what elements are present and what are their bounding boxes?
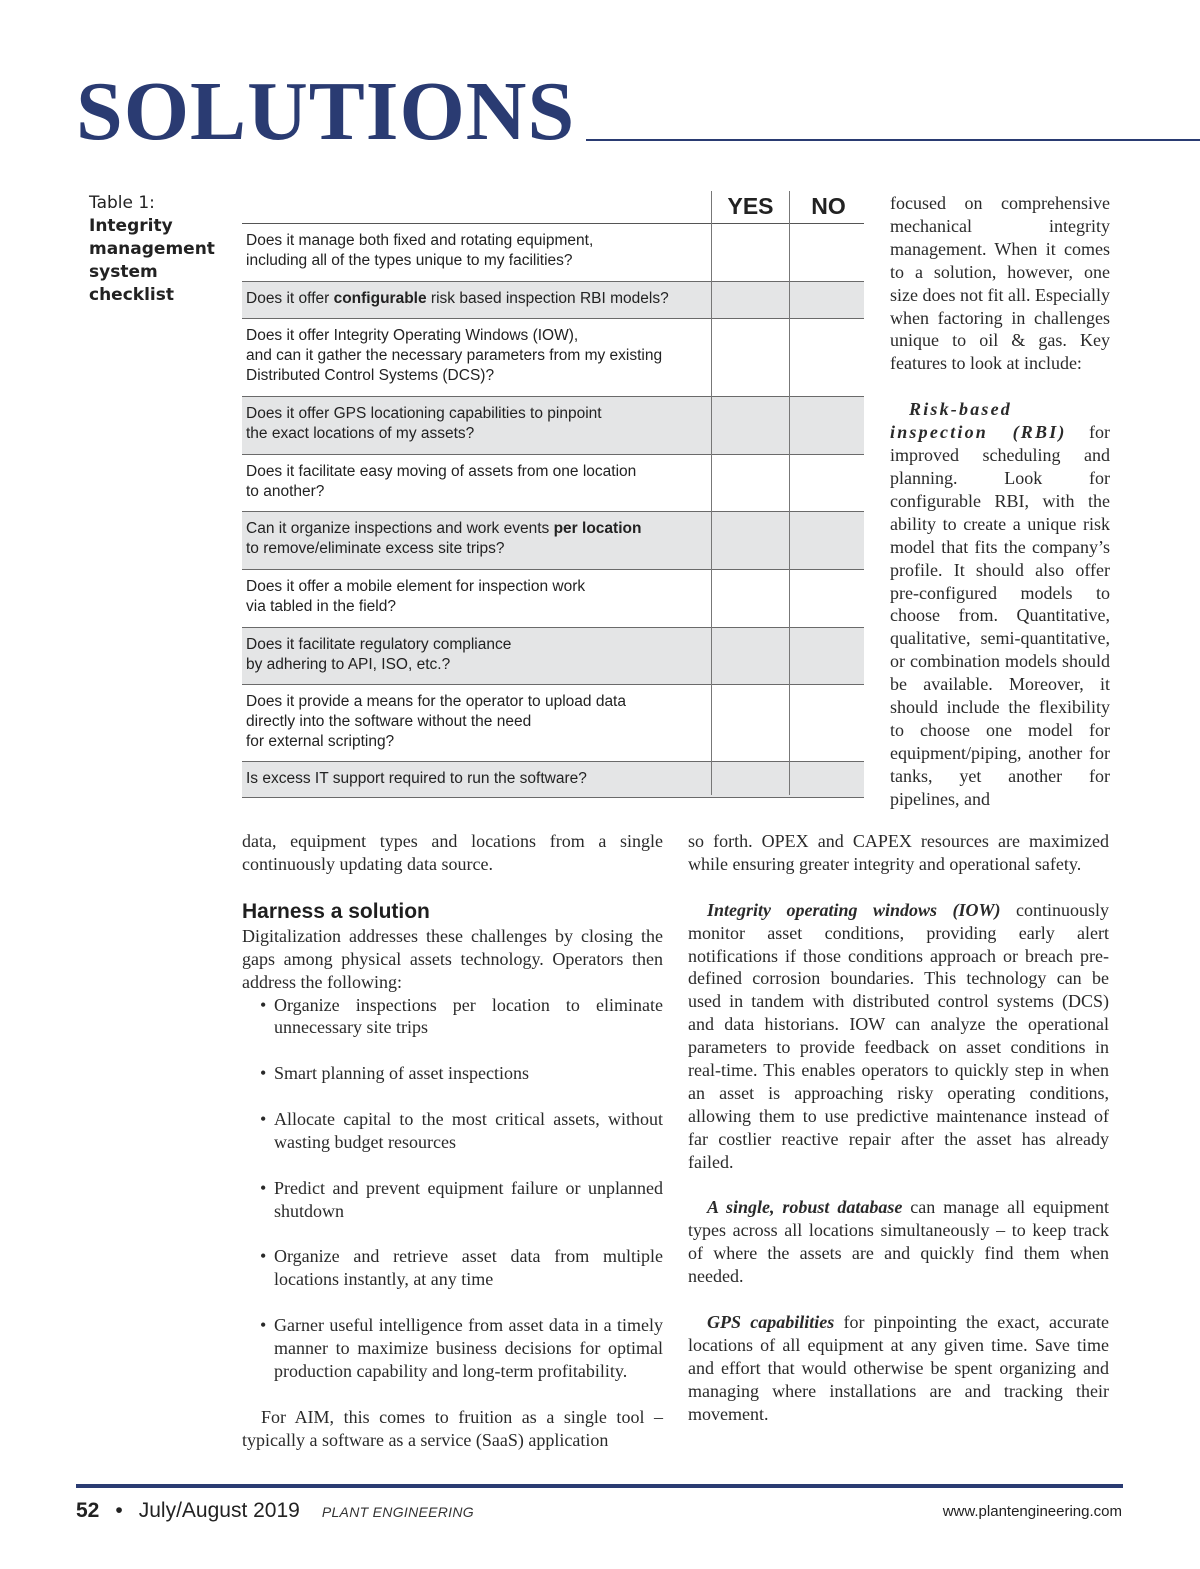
question-text: Can it organize inspections and work events bbox=[246, 520, 554, 537]
yes-checkbox-cell[interactable] bbox=[712, 685, 789, 761]
column-divider bbox=[711, 191, 712, 795]
question-text: Does it facilitate regulatory compliance by adhering to API, ISO, etc.? bbox=[246, 636, 512, 673]
checklist-row bbox=[242, 224, 864, 282]
checklist-question bbox=[246, 577, 701, 617]
checklist-row bbox=[242, 397, 864, 455]
table-caption bbox=[89, 192, 229, 307]
no-checkbox-cell[interactable] bbox=[790, 397, 867, 454]
column-divider bbox=[789, 191, 790, 795]
no-checkbox-cell[interactable] bbox=[790, 762, 867, 797]
yes-checkbox-cell[interactable] bbox=[712, 570, 789, 627]
checklist-question bbox=[246, 404, 701, 444]
question-text: Does it offer bbox=[246, 290, 334, 307]
page-number: 52 bbox=[76, 1499, 100, 1522]
checklist-question bbox=[246, 289, 701, 309]
checklist-row bbox=[242, 762, 864, 798]
yes-checkbox-cell[interactable] bbox=[712, 397, 789, 454]
iow-paragraph bbox=[688, 899, 1109, 1174]
checklist-question bbox=[246, 519, 701, 559]
right-continuation-paragraph: so forth. OPEX and CAPEX resources are maximized while ensuring greater integrity and operational safety. bbox=[688, 831, 1109, 874]
no-checkbox-cell[interactable] bbox=[790, 455, 867, 511]
yes-checkbox-cell[interactable] bbox=[712, 224, 789, 281]
checklist-question bbox=[246, 231, 701, 271]
question-text: Does it offer GPS locationing capabilities to pinpoint the exact locations of my assets? bbox=[246, 405, 602, 442]
question-text: Does it offer a mobile element for inspection work via tabled in the field? bbox=[246, 578, 586, 615]
checklist-question bbox=[246, 326, 701, 386]
yes-checkbox-cell[interactable] bbox=[712, 282, 789, 318]
question-text: Does it provide a means for the operator to upload data directly into the software without the need for external scripting? bbox=[246, 693, 626, 750]
database-lead: A single, robust database bbox=[707, 1197, 903, 1218]
footer-folio bbox=[76, 1497, 474, 1526]
question-text: Does it manage both fixed and rotating equipment, including all of the types unique to my facilities? bbox=[246, 232, 594, 269]
question-emphasis: configurable bbox=[333, 290, 427, 307]
iow-text: continuously monitor asset conditions, providing early alert notifications if those conditions approach or breach pre-defined corrosion boundaries. This technology can be used in tandem with distributed control systems (DCS) and data historians. IOW can analyze the operational parameters to provide feedback on asset conditions in real-time. This enables operators to quickly step in when an asset is approaching risky operating conditions, allowing them to use predictive maintenance instead of far costlier reactive repair after the asset has already failed. bbox=[688, 899, 1109, 1172]
rbi-text: for improved scheduling and planning. Look for configurable RBI, with the ability to create a unique risk model that fits the company’s profile. It should also offer pre-configured models to choose from. Quantitative, qualitative, semi-quantitative, or combination models should be available. Moreover, it should include the flexibility to choose one model for equipment/piping, another for tanks, yet another for pipelines, and bbox=[890, 422, 1110, 809]
checklist-row bbox=[242, 455, 864, 512]
question-text: Is excess IT support required to run the software? bbox=[246, 770, 587, 787]
checklist-question bbox=[246, 692, 701, 752]
left-continuation-paragraph: data, equipment types and locations from a single continuously updating data source. bbox=[242, 831, 663, 874]
question-text: Does it offer Integrity Operating Windows (IOW), and can it gather the necessary parameters from my existing Distributed Control Systems (DCS)? bbox=[246, 327, 663, 384]
database-text: can manage all equipment types across all locations simultaneously – to keep track of where the assets are and quickly find them when needed. bbox=[688, 1197, 1109, 1287]
left-intro-paragraph: Digitalization addresses these challenges by closing the gaps among physical assets technology. Operators then address the following: bbox=[242, 925, 663, 992]
checklist-question bbox=[246, 635, 701, 675]
checklist-row bbox=[242, 319, 864, 397]
left-closing-paragraph: For AIM, this comes to fruition as a single tool – typically a software as a service (SaaS) application bbox=[242, 1406, 663, 1450]
yes-checkbox-cell[interactable] bbox=[712, 319, 789, 396]
left-column bbox=[242, 830, 663, 1452]
website-link[interactable]: www.plantengineering.com bbox=[942, 1503, 1122, 1520]
yes-checkbox-cell[interactable] bbox=[712, 512, 789, 569]
no-checkbox-cell[interactable] bbox=[790, 628, 867, 684]
table-caption-label: Table 1: bbox=[89, 193, 155, 213]
bullet-item: • Predict and prevent equipment failure or unplanned shutdown bbox=[242, 1177, 663, 1223]
checklist-row bbox=[242, 628, 864, 685]
yes-checkbox-cell[interactable] bbox=[712, 762, 789, 797]
database-paragraph bbox=[688, 1196, 1109, 1288]
bullet-item: • Smart planning of asset inspections bbox=[242, 1062, 663, 1085]
title-rule bbox=[586, 139, 1200, 141]
yes-checkbox-cell[interactable] bbox=[712, 628, 789, 684]
right-column-bottom bbox=[688, 830, 1109, 1426]
bullet-item: • Garner useful intelligence from asset data in a timely manner to maximize business decisions for optimal production capability and long-term profitability. bbox=[242, 1314, 663, 1383]
question-text: Does it facilitate easy moving of assets from one location to another? bbox=[246, 463, 637, 500]
gps-text: for pinpointing the exact, accurate locations of all equipment at any given time. Save time and effort that would otherwise be spent organizing and managing where installations are and tracking their movement. bbox=[688, 1311, 1109, 1424]
no-checkbox-cell[interactable] bbox=[790, 224, 867, 281]
right-column-top bbox=[890, 192, 1110, 811]
publication-name: PLANT ENGINEERING bbox=[321, 1504, 474, 1520]
no-checkbox-cell[interactable] bbox=[790, 319, 867, 396]
section-heading: Harness a solution bbox=[242, 899, 430, 923]
yes-column-header: YES bbox=[727, 193, 774, 219]
bullet-item: • Allocate capital to the most critical assets, without wasting budget resources bbox=[242, 1108, 663, 1154]
rbi-lead: Risk-based inspection (RBI) bbox=[890, 399, 1067, 443]
no-checkbox-cell[interactable] bbox=[790, 282, 867, 318]
table-caption-title: Integrity management system checklist bbox=[89, 216, 215, 305]
question-emphasis: per location bbox=[553, 520, 642, 537]
gps-lead: GPS capabilities bbox=[707, 1311, 835, 1332]
no-checkbox-cell[interactable] bbox=[790, 512, 867, 569]
checklist-rows bbox=[242, 224, 864, 798]
no-checkbox-cell[interactable] bbox=[790, 685, 867, 761]
question-text: to remove/eliminate excess site trips? bbox=[246, 540, 505, 557]
iow-lead: Integrity operating windows (IOW) bbox=[707, 899, 1001, 920]
checklist-row bbox=[242, 512, 864, 570]
checklist-row bbox=[242, 570, 864, 628]
footer-bullet: • bbox=[115, 1499, 123, 1522]
rbi-paragraph bbox=[890, 398, 1110, 810]
footer-rule bbox=[76, 1484, 1123, 1488]
no-column-header: NO bbox=[811, 193, 846, 219]
bullet-item: • Organize inspections per location to eliminate unnecessary site trips bbox=[242, 994, 663, 1040]
no-checkbox-cell[interactable] bbox=[790, 570, 867, 627]
yes-checkbox-cell[interactable] bbox=[712, 455, 789, 511]
checklist-row bbox=[242, 685, 864, 762]
right-intro-paragraph: focused on comprehensive mechanical integrity management. When it comes to a solution, however, one size does not fit all. Especially when factoring in challenges unique to oil & gas. Key features to look at include: bbox=[890, 193, 1110, 374]
issue-date: July/August 2019 bbox=[138, 1499, 300, 1522]
checklist-row bbox=[242, 282, 864, 319]
bullet-item: • Organize and retrieve asset data from multiple locations instantly, at any time bbox=[242, 1245, 663, 1291]
question-text: risk based inspection RBI models? bbox=[426, 290, 669, 307]
checklist-question bbox=[246, 769, 701, 789]
bullet-list bbox=[242, 994, 663, 1383]
gps-paragraph bbox=[688, 1311, 1109, 1426]
page-title: SOLUTIONS bbox=[76, 65, 576, 158]
checklist-question bbox=[246, 462, 701, 502]
